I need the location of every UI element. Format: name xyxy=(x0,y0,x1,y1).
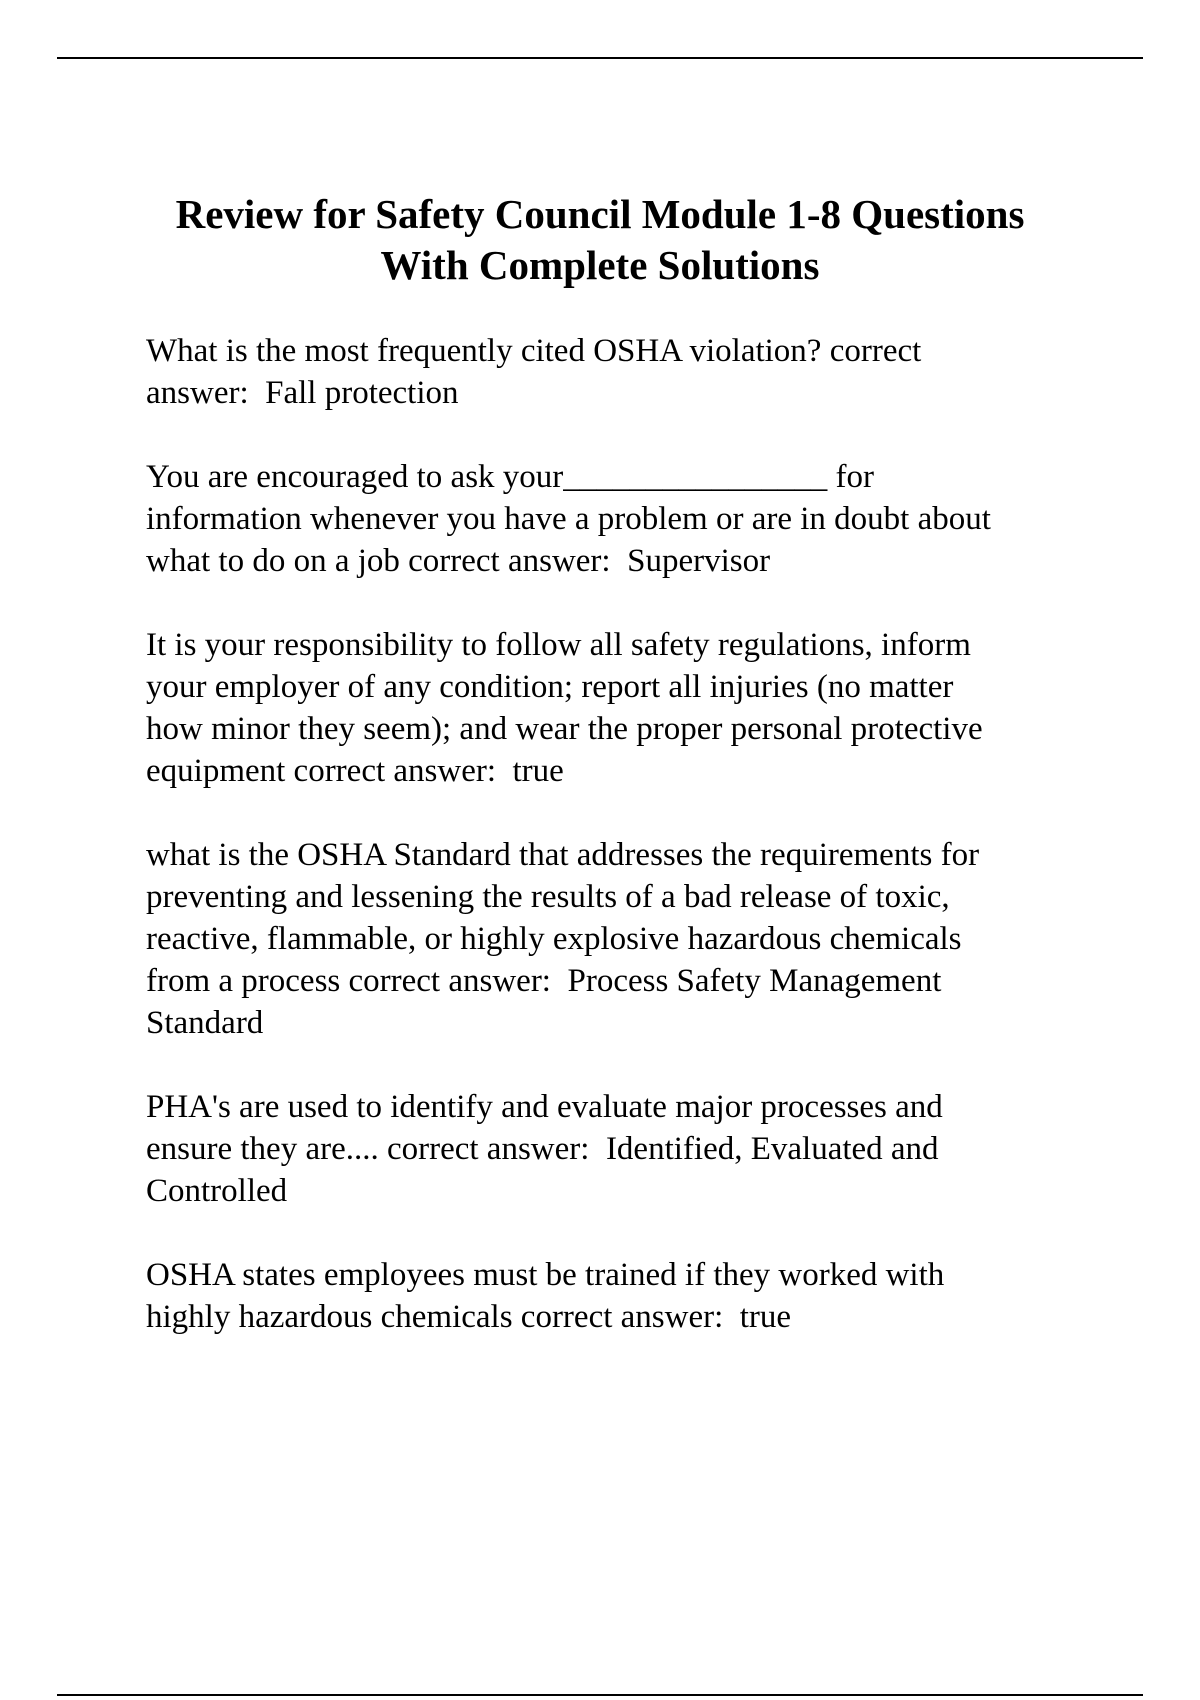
bottom-rule xyxy=(57,1694,1143,1696)
qa-line: What is the most frequently cited OSHA violation? correct xyxy=(146,333,922,369)
title-line-1: Review for Safety Council Module 1-8 Questions xyxy=(175,191,1025,237)
qa-line: from a process correct answer: Process Safety Management xyxy=(146,963,942,999)
qa-item-1 xyxy=(146,330,1086,414)
qa-line: what is the OSHA Standard that addresses the requirements for xyxy=(146,837,980,873)
qa-line: Controlled xyxy=(146,1173,288,1209)
qa-line: what to do on a job correct answer: Supervisor xyxy=(146,543,771,579)
qa-line: preventing and lessening the results of a bad release of toxic, xyxy=(146,879,950,915)
qa-item-6 xyxy=(146,1254,1086,1338)
qa-line: information whenever you have a problem or are in doubt about xyxy=(146,501,991,537)
qa-line: answer: Fall protection xyxy=(146,375,459,411)
qa-line: PHA's are used to identify and evaluate major processes and xyxy=(146,1089,943,1125)
document-title xyxy=(100,189,1100,291)
qa-line: Standard xyxy=(146,1005,264,1041)
qa-item-3 xyxy=(146,624,1086,792)
top-rule xyxy=(57,57,1143,59)
qa-item-5 xyxy=(146,1086,1086,1212)
qa-line: reactive, flammable, or highly explosive hazardous chemicals xyxy=(146,921,962,957)
qa-line: You are encouraged to ask your________________ for xyxy=(146,459,875,495)
qa-line: highly hazardous chemicals correct answer: true xyxy=(146,1299,792,1335)
qa-item-2 xyxy=(146,456,1086,582)
qa-list xyxy=(146,330,1086,1338)
qa-line: equipment correct answer: true xyxy=(146,753,564,789)
qa-item-4 xyxy=(146,834,1086,1044)
qa-line: It is your responsibility to follow all safety regulations, inform xyxy=(146,627,971,663)
qa-line: OSHA states employees must be trained if they worked with xyxy=(146,1257,945,1293)
qa-line: ensure they are.... correct answer: Identified, Evaluated and xyxy=(146,1131,939,1167)
qa-line: how minor they seem); and wear the proper personal protective xyxy=(146,711,983,747)
qa-line: your employer of any condition; report all injuries (no matter xyxy=(146,669,954,705)
title-line-2: With Complete Solutions xyxy=(380,242,820,288)
